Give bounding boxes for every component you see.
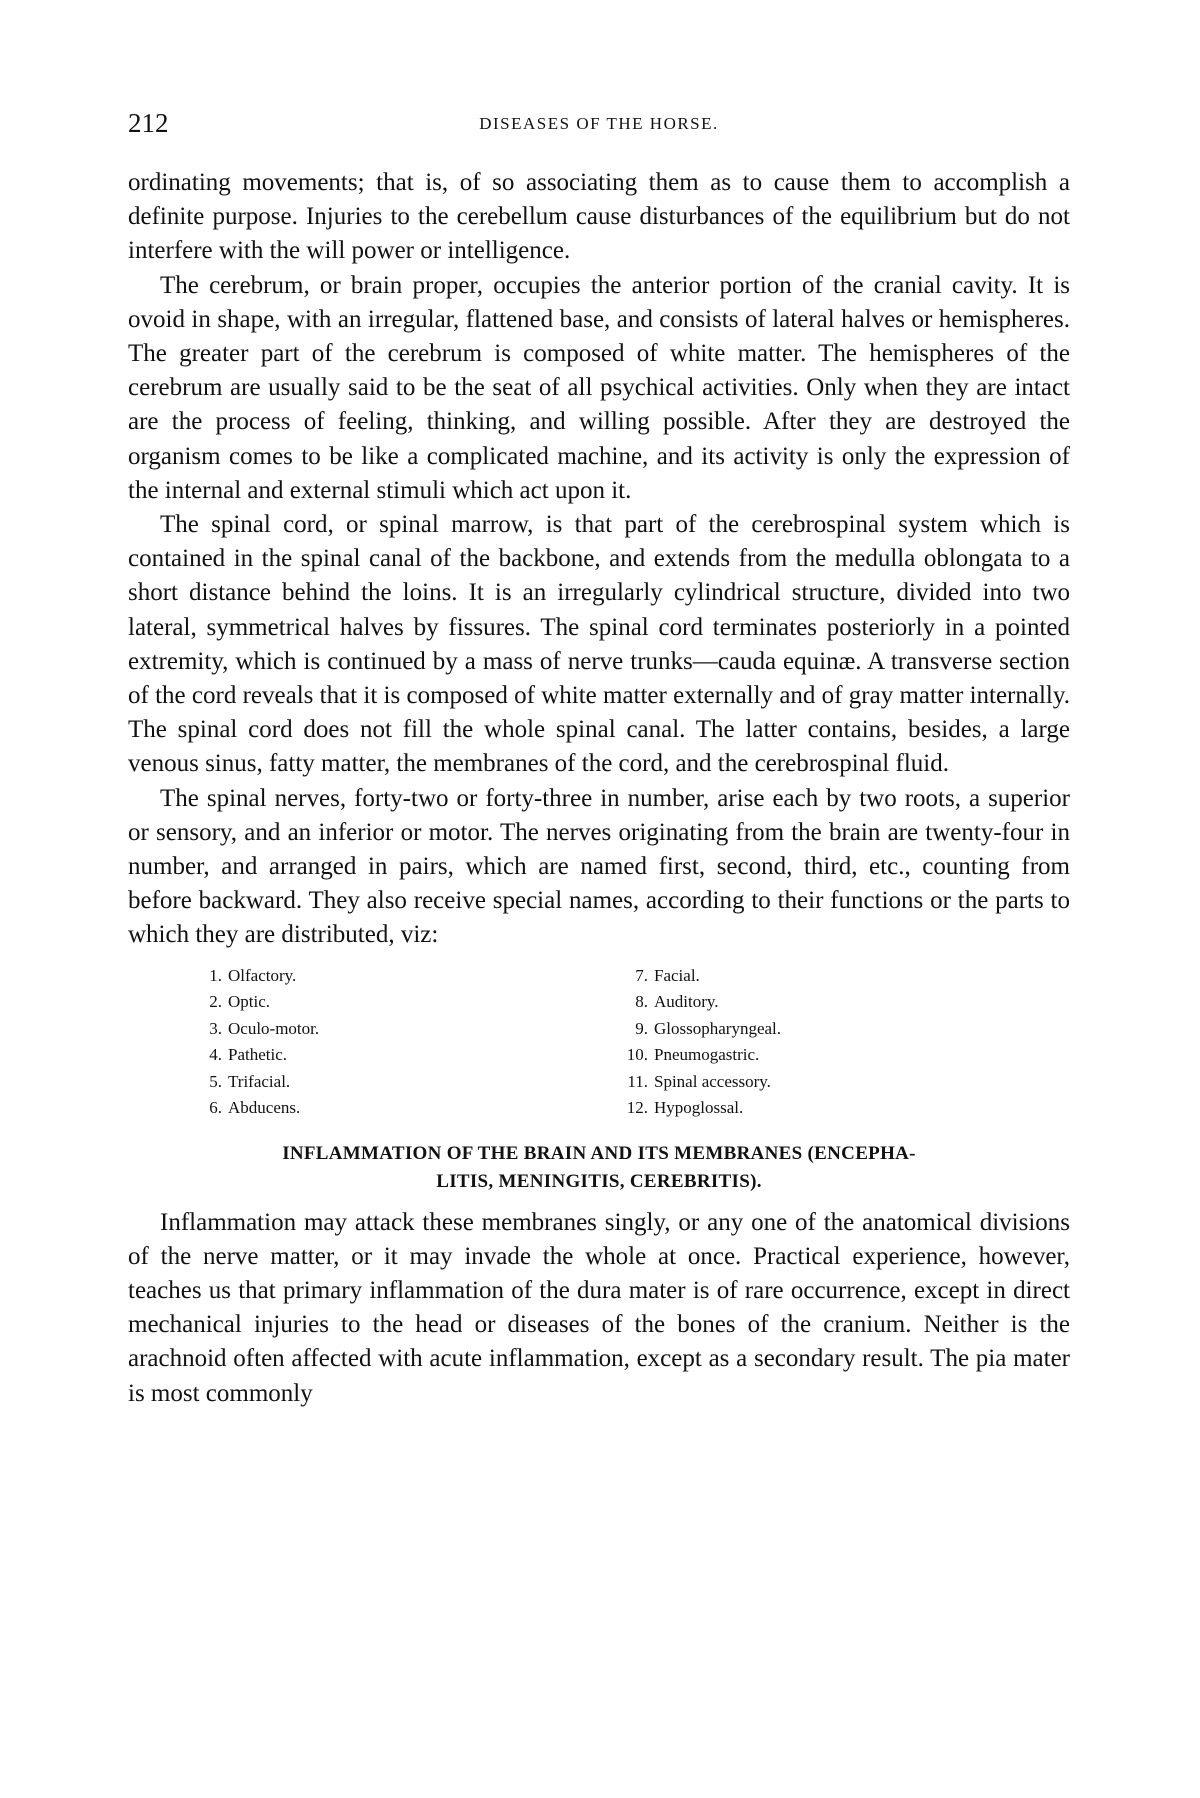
list-item: 5. Trifacial. bbox=[209, 1071, 291, 1091]
list-item: 7. Facial. bbox=[635, 965, 700, 985]
paragraph-cerebellum: ordinating movements; that is, of so associating them as to cause them to accomplish a definite purpose. Injuries to the cerebellum cause disturbances of the equilibrium but do not interfere with the will power or intelligence. bbox=[128, 169, 1070, 265]
page-number: 212 bbox=[128, 108, 169, 138]
list-item: 10. Pneumogastric. bbox=[626, 1045, 760, 1065]
cranial-nerve-list-right bbox=[618, 963, 781, 1122]
section-heading: INFLAMMATION OF THE BRAIN AND ITS MEMBRANES (ENCEPHA- LITIS, MENINGITIS, CEREBRITIS). bbox=[282, 1142, 916, 1192]
list-item: 11. Spinal accessory. bbox=[627, 1071, 771, 1091]
list-item: 1. Olfactory. bbox=[209, 965, 297, 985]
running-header bbox=[128, 108, 1070, 142]
page-body bbox=[128, 166, 1070, 1411]
paragraph-inflammation: Inflammation may attack these membranes singly, or any one of the anatomical divisions of the nerve matter, or it may invade the whole at once. Practical experience, however, teaches us that primary inflammation of the dura mater is of rare occurrence, except in direct mechanical injuries to the head or diseases of the bones of the cranium. Neither is the arachnoid often affected with acute inflammation, except as a secondary result. The pia mater is most commonly bbox=[128, 1208, 1070, 1407]
running-title: DISEASES OF THE HORSE. bbox=[479, 114, 719, 133]
list-item: 4. Pathetic. bbox=[209, 1045, 288, 1065]
list-item: 12. Hypoglossal. bbox=[626, 1098, 744, 1118]
list-item: 3. Oculo-motor. bbox=[209, 1018, 320, 1038]
paragraph-spinal-cord: The spinal cord, or spinal marrow, is that part of the cerebrospinal system which is contained in the spinal canal of the backbone, and extends from the medulla oblongata to a short distance behind the loins. It is an irregularly cylindrical structure, divided into two lateral, symmetrical halves by fissures. The spinal cord terminates posteriorly in a pointed extremity, which is continued by a mass of nerve trunks—cauda equinæ. A transverse section of the cord reveals that it is composed of white matter externally and of gray matter internally. The spinal cord does not fill the whole spinal canal. The latter contains, besides, a large venous sinus, fatty matter, the membranes of the cord, and the cerebrospinal fluid. bbox=[128, 511, 1070, 778]
list-item: 2. Optic. bbox=[209, 992, 271, 1012]
paragraph-cerebrum: The cerebrum, or brain proper, occupies the anterior portion of the cranial cavity. It is ovoid in shape, with an irregular, flattened base, and consists of lateral halves or hemispheres. The greater part of the cerebrum is composed of white matter. The hemispheres of the cerebrum are usually said to be the seat of all psychical activities. Only when they are intact are the process of feeling, thinking, and willing possible. After they are destroyed the organism comes to be like a complicated machine, and its activity is only the expression of the internal and external stimuli which act upon it. bbox=[128, 271, 1070, 504]
list-item: 8. Auditory. bbox=[635, 992, 719, 1012]
cranial-nerve-list bbox=[128, 963, 1070, 1122]
cranial-nerve-list-left bbox=[198, 963, 618, 1122]
list-item: 6. Abducens. bbox=[209, 1098, 301, 1118]
list-item: 9. Glossopharyngeal. bbox=[635, 1018, 782, 1038]
paragraph-spinal-nerves: The spinal nerves, forty-two or forty-three in number, arise each by two roots, a superior or sensory, and an inferior or motor. The nerves originating from the brain are twenty-four in number, and arranged in pairs, which are named first, second, third, etc., counting from before backward. They also receive special names, according to their functions or the parts to which they are distributed, viz: bbox=[128, 784, 1070, 949]
